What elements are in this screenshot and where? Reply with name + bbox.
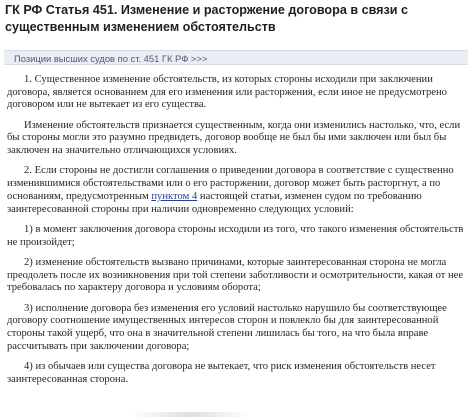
faded-footer [0,410,474,419]
point-4-link[interactable]: пунктом 4 [151,190,198,202]
paragraph-3-text-start: 2. Если стороны не достигли соглашения о приведении договора в соответствие с существенно изменившимися обстоятельствами или о его расторжении, договор может быть расторгнут, а по основаниям, предусмотренным [7,165,454,202]
paragraph-1: 1. Существенное изменение обстоятельств, из которых стороны исходили при заключении договора, является основанием для его изменения или расторжения, если иное не предусмотрено договором или не вытекает из его существа. [7,74,447,111]
condition-4: 4) из обычаев или существа договора не вытекает, что риск изменения обстоятельств несет заинтересованная сторона. [7,360,436,385]
condition-1: 1) в момент заключения договора стороны исходили из того, что такого изменения обстоятельств не произойдет; [7,223,464,248]
article-body [7,74,469,394]
watermark-fade [130,412,250,417]
paragraph-2: Изменение обстоятельств признается существенным, когда они изменились настолько, что, если бы стороны могли это разумно предвидеть, договор вообще не был бы ими заключен или был бы заключен на значительно отличающихся условиях. [7,119,461,157]
condition-2: 2) изменение обстоятельств вызвано причинами, которые заинтересованная сторона не могла преодолеть после их возникновения при той степени заботливости и осмотрительности, какая от нее требовалась по характеру договора и условиям оборота; [7,256,464,294]
article-title: ГК РФ Статья 451. Изменение и расторжение договора в связи с существенным изменением обстоятельств [5,3,408,34]
court-positions-link[interactable]: Позиции высших судов по ст. 451 ГК РФ >>> [4,50,468,65]
paragraph-3 [7,165,469,216]
paragraph-3-text-end: настоящей статьи, изменен судом по требованию заинтересованной стороны при наличии одновременно следующих условий: [7,190,422,215]
condition-3: 3) исполнение договора без изменения его условий настолько нарушило бы соответствующее договору соотношение имущественных интересов сторон и повлекло бы для заинтересованной стороны такой ущерб, что она в значительной степени лишилась бы того, на что была вправе рассчитывать при заключении договора; [7,302,447,352]
